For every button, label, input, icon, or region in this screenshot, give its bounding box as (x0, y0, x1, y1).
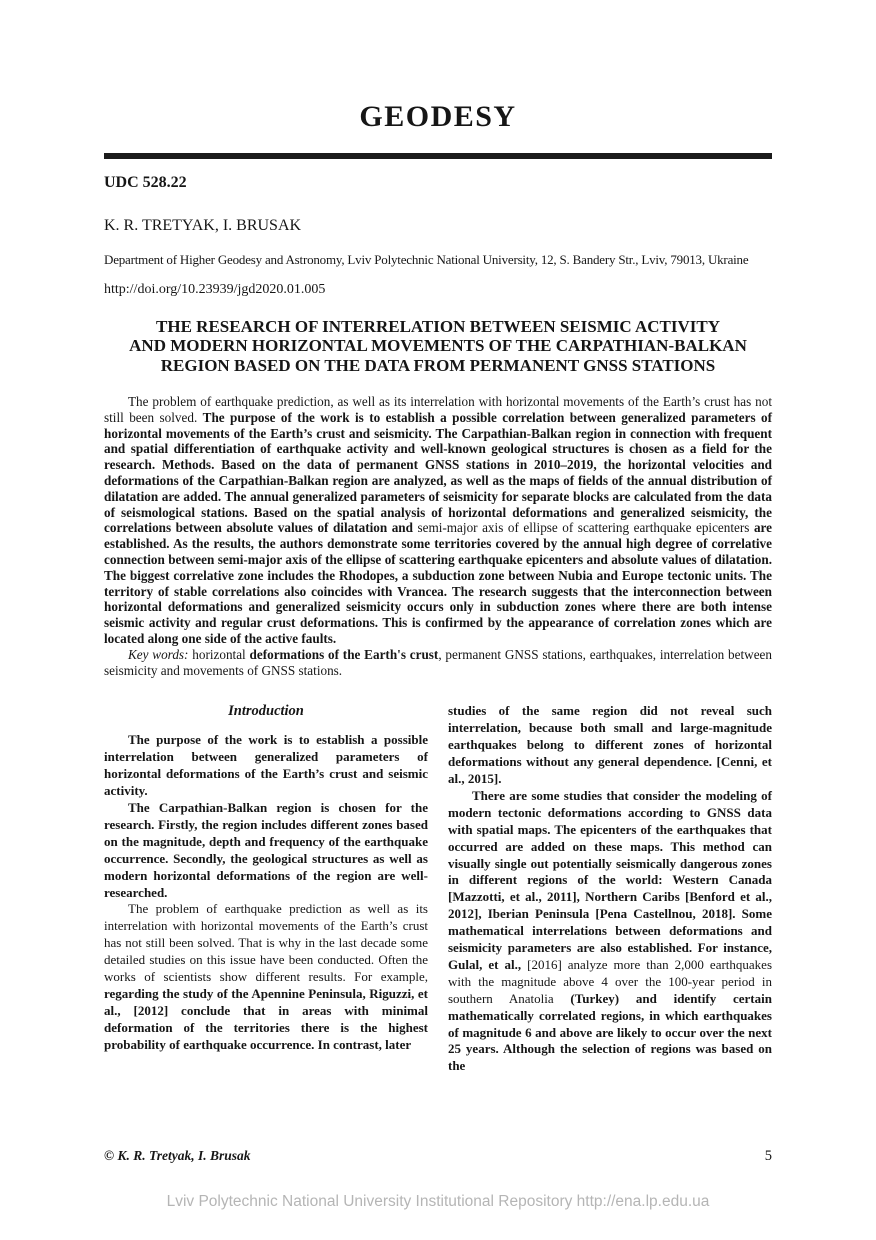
paragraph: studies of the same region did not reveal such interrelation, because both small and large-magnitude earthquakes belong to different zones of horizontal deformations without any general dependence. [Cenni, et al., 2015]. (448, 703, 772, 786)
repository-watermark: Lviv Polytechnic National University Institutional Repository http://ena.lp.edu.ua (166, 1193, 710, 1210)
footer-copyright: © K. R. Tretyak, I. Brusak (104, 1148, 251, 1163)
header-divider (104, 153, 772, 159)
section-heading-introduction: Introduction (228, 703, 304, 720)
affiliation: Department of Higher Geodesy and Astronomy, Lviv Polytechnic National University, 12, S. Bandery Str., Lviv, 79013, Ukraine (104, 252, 749, 267)
paper-title-line: AND MODERN HORIZONTAL MOVEMENTS OF THE CARPATHIAN-BALKAN (129, 336, 747, 355)
column-left (104, 703, 428, 1075)
paper-title-line: REGION BASED ON THE DATA FROM PERMANENT GNSS STATIONS (160, 355, 716, 375)
paragraph: The purpose of the work is to establish a possible interrelation between generalized parameters of horizontal deformations of the Earth’s crust and seismic activity. (104, 732, 428, 799)
abstract: The problem of earthquake prediction, as well as its interrelation with horizontal movements of the Earth’s crust has not still been solved. The purpose of the work is to establish a possible correlation between generalized parameters of horizontal movements of the Earth’s crust and seismicity. The Carpathian-Balkan region in connection with frequent and spatial differentiation of earthquake activity and well-known geological structures is chosen as a field for the research. Methods. Based on the data of permanent GNSS stations in 2010–2019, the horizontal velocities and deformations of the Carpathian-Balkan region are analyzed, as well as the maps of fields of the annual distribution of dilatation are added. The annual generalized parameters of seismicity for separate blocks are calculated from the data of seismological stations. Based on the spatial analysis of horizontal deformations and generalized seismicity, the correlations between absolute values of dilatation and semi-major axis of ellipse of scattering earthquake epicenters are established. As the results, the authors demonstrate some territories covered by the annual high degree of correlative connection between semi-major axis of the ellipse of scattering earthquake epicenters and absolute values of dilatation. The biggest correlative zone includes the Rhodopes, a subduction zone between Nubia and Europe tectonic units. The territory of stable correlations also coincides with Vrancea. The research suggests that the interconnection between horizontal deformations and generalized seismicity occurs only in subduction zones where there are both intense seismic activity and regular crust deformations. This is confirmed by the appearance of correlation zones which are located along one side of the active faults. (104, 394, 772, 646)
page-content (104, 0, 772, 1075)
paragraph: The Carpathian-Balkan region is chosen for the research. Firstly, the region includes different zones based on the magnitude, depth and frequency of the earthquake occurrence. Secondly, the geological structures as well as modern horizontal deformations of the region are well-researched. (104, 799, 428, 900)
column-right (448, 703, 772, 1075)
udc-code: UDC 528.22 (104, 174, 187, 191)
paper-title-line: THE RESEARCH OF INTERRELATION BETWEEN SEISMIC ACTIVITY (156, 316, 720, 336)
paragraph: The problem of earthquake prediction as well as its interrelation with horizontal movements of the Earth’s crust has not still been solved. That is why in the last decade some detailed studies on this issue have been conducted. Often the works of scientists show different results. For example, regarding the study of the Apennine Peninsula, Riguzzi, et al., [2012] conclude that in areas with minimal deformation of the territories there is the highest probability of earthquake occurrence. In contrast, later (104, 901, 428, 1052)
paragraph: There are some studies that consider the modeling of modern tectonic deformations according to GNSS data with spatial maps. The epicenters of the earthquakes that occurred are added on these maps. This method can visually single out potentially seismically dangerous zones in different regions of the world: Western Canada [Mazzotti, et al., 2011], Northern Caribs [Benford et al., 2012], Iberian Peninsula [Pena Castellnou, 2018]. Some mathematical interrelations between deformations and seismicity parameters are also established. For instance, Gulal, et al., [2016] analyze more than 2,000 earthquakes with the magnitude above 4 over the 100-year period in southern Anatolia (Turkey) and identify certain mathematically correlated regions, in which earthquakes of magnitude 6 and above are likely to occur over the next 25 years. Although the selection of regions was based on the (448, 787, 772, 1074)
two-column-body (104, 703, 772, 1075)
page-number: 5 (764, 1148, 772, 1164)
journal-section-title: GEODESY (359, 100, 517, 133)
page-footer (104, 1148, 772, 1165)
paper-title (104, 317, 772, 376)
doi-link[interactable]: http://doi.org/10.23939/jgd2020.01.005 (104, 281, 326, 297)
keywords: Key words: horizontal deformations of the Earth's crust, permanent GNSS stations, earthquakes, interrelation between seismicity and movements of GNSS stations. (104, 646, 772, 678)
authors-line: K. R. TRETYAK, I. BRUSAK (104, 217, 302, 234)
